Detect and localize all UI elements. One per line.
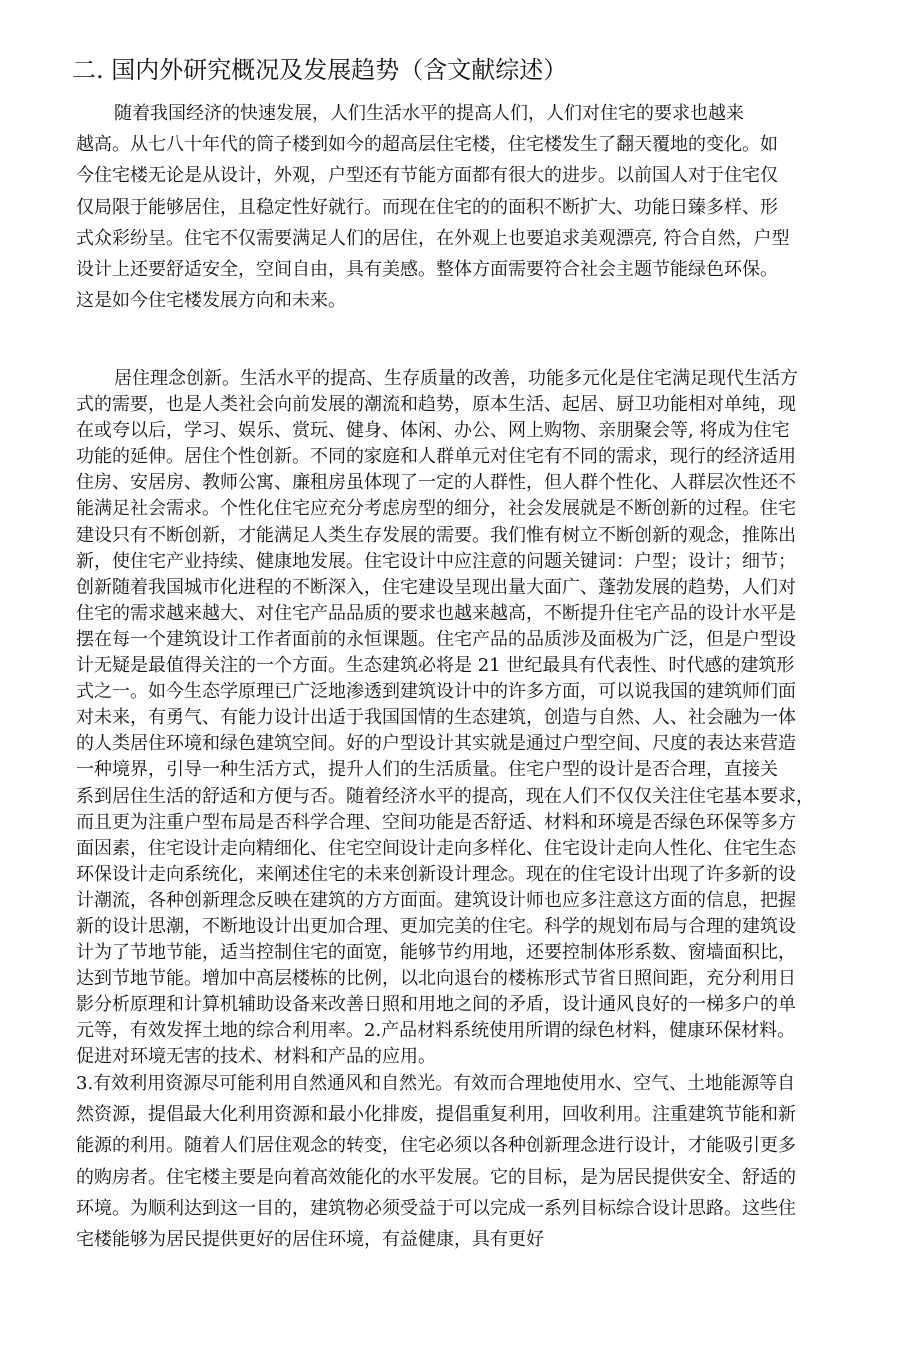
text-line: 摆在每一个建筑设计工作者面前的永恒课题。住宅产品的品质涉及面极为广泛，但是户型设 [76, 628, 796, 650]
text-line: 对未来，有勇气、有能力设计出适于我国国情的生态建筑，创造与自然、人、社会融为一体 [76, 707, 796, 729]
text-line: 元等，有效发挥土地的综合利用率。2.产品材料系统使用所谓的绿色材料，健康环保材料。 [76, 1020, 796, 1042]
text-line: 功能的延伸。居住个性创新。不同的家庭和人群单元对住宅有不同的需求，现行的经济适用 [76, 446, 796, 468]
text-line: 在或夸以后，学习、娱乐、赏玩、健身、体闲、办公、网上购物、亲朋聚会等, 将成为住宅 [76, 420, 790, 442]
text-line: 这是如今住宅楼发展方向和未来。 [76, 290, 346, 312]
section-heading: 二. 国内外研究概况及发展趋势（含文献综述） [72, 56, 568, 84]
text-line: 式的需要，也是人类社会向前发展的潮流和趋势，原本生活、起居、厨卫功能相对单纯，现 [76, 394, 796, 416]
text-line: 面因素，住宅设计走向精细化、住宅空间设计走向多样化、住宅设计走向人性化、住宅生态 [76, 837, 796, 859]
text-line: 计无疑是最值得关注的一个方面。生态建筑必将是 21 世纪最具有代表性、时代感的建筑形 [76, 655, 795, 677]
text-line: 式之一。如今生态学原理已广泛地渗透到建筑设计中的许多方面，可以说我国的建筑师们面 [76, 681, 796, 703]
text-line: 计潮流，各种创新理念反映在建筑的方方面面。建筑设计师也应多注意这方面的信息，把握 [76, 889, 796, 911]
text-line: 系到居住生活的舒适和方便与否。随着经济水平的提高，现在人们不仅仅关注住宅基本要求， [76, 785, 814, 807]
text-line: 随着我国经济的快速发展，人们生活水平的提高人们，人们对住宅的要求也越来 [114, 103, 744, 124]
text-line: 的人类居住环境和绿色建筑空间。好的户型设计其实就是通过户型空间、尺度的表达来营造 [76, 733, 796, 755]
text-line: 计为了节地节能，适当控制住宅的面宽，能够节约用地，还要控制体形系数、窗墙面积比， [76, 942, 796, 964]
paragraph-intro [76, 98, 789, 316]
text-line: 仅局限于能够居住，且稳定性好就行。而现在住宅的的面积不断扩大、功能日臻多样、形 [76, 196, 778, 218]
text-line: 环保设计走向系统化，来阐述住宅的未来创新设计理念。现在的住宅设计出现了许多新的设 [76, 863, 796, 885]
text-line: 宅楼能够为居民提供更好的居住环境，有益健康，具有更好 [76, 1229, 544, 1251]
text-line: 然资源，提倡最大化利用资源和最小化排废，提倡重复利用，回收利用。注重建筑节能和新 [76, 1104, 796, 1126]
text-line: 促进对环境无害的技术、材料和产品的应用。 [76, 1046, 436, 1068]
text-line: 的购房者。住宅楼主要是向着高效能化的水平发展。它的目标，是为居民提供安全、舒适的 [76, 1166, 796, 1188]
text-line: 能源的利用。随着人们居住观念的转变，住宅必须以各种创新理念进行设计，才能吸引更多 [76, 1135, 796, 1157]
text-line: 越高。从七八十年代的筒子楼到如今的超高层住宅楼，住宅楼发生了翻天覆地的变化。如 [76, 134, 778, 156]
text-line: 住房、安居房、教师公寓、廉租房虽体现了一定的人群性，但人群个性化、人群层次性还不 [76, 472, 796, 494]
text-line: 创新随着我国城市化进程的不断深入，住宅建设呈现出量大面广、蓬勃发展的趋势，人们对 [76, 576, 796, 598]
text-line: 影分析原理和计算机辅助设备来改善日照和用地之间的矛盾，设计通风良好的一梯多户的单 [76, 994, 796, 1016]
text-line: 3.有效利用资源尽可能利用自然通风和自然光。有效而合理地使用水、空气、土地能源等自 [76, 1073, 796, 1094]
text-line: 建设只有不断创新，才能满足人类生存发展的需要。我们惟有树立不断创新的观念，推陈出 [76, 524, 796, 546]
text-line: 式众彩纷呈。住宅不仅需要满足人们的居住，在外观上也要追求美观漂亮, 符合自然，户型 [76, 227, 790, 249]
paragraph-living-concept [76, 366, 814, 1071]
text-line: 达到节地节能。增加中高层楼栋的比例，以北向退台的楼栋形式节省日照间距，充分利用日 [76, 968, 796, 990]
text-line: 居住理念创新。生活水平的提高、生存质量的改善，功能多元化是住宅满足现代生活方 [114, 368, 798, 389]
paragraph-resources [76, 1068, 796, 1255]
text-line: 新的设计思潮，不断地设计出更加合理、更加完美的住宅。科学的规划布局与合理的建筑设 [76, 915, 796, 937]
text-line: 新，使住宅产业持续、健康地发展。住宅设计中应注意的问题关键词：户型；设计；细节； [76, 550, 796, 572]
text-line: 住宅的需求越来越大、对住宅产品品质的要求也越来越高，不断提升住宅产品的设计水平是 [76, 602, 796, 624]
text-line: 环境。为顺利达到这一目的，建筑物必须受益于可以完成一系列目标综合设计思路。这些住 [76, 1197, 796, 1219]
text-line: 设计上还要舒适安全，空间自由，具有美感。整体方面需要符合社会主题节能绿色环保。 [76, 259, 778, 281]
text-line: 今住宅楼无论是从设计，外观，户型还有节能方面都有很大的进步。以前国人对于住宅仅 [76, 165, 778, 187]
text-line: 一种境界，引导一种生活方式，提升人们的生活质量。住宅户型的设计是否合理，直接关 [76, 759, 778, 781]
text-line: 而且更为注重户型布局是否科学合理、空间功能是否舒适、材料和环境是否绿色环保等多方 [76, 811, 796, 833]
text-line: 能满足社会需求。个性化住宅应充分考虑房型的细分，社会发展就是不断创新的过程。住宅 [76, 498, 796, 520]
